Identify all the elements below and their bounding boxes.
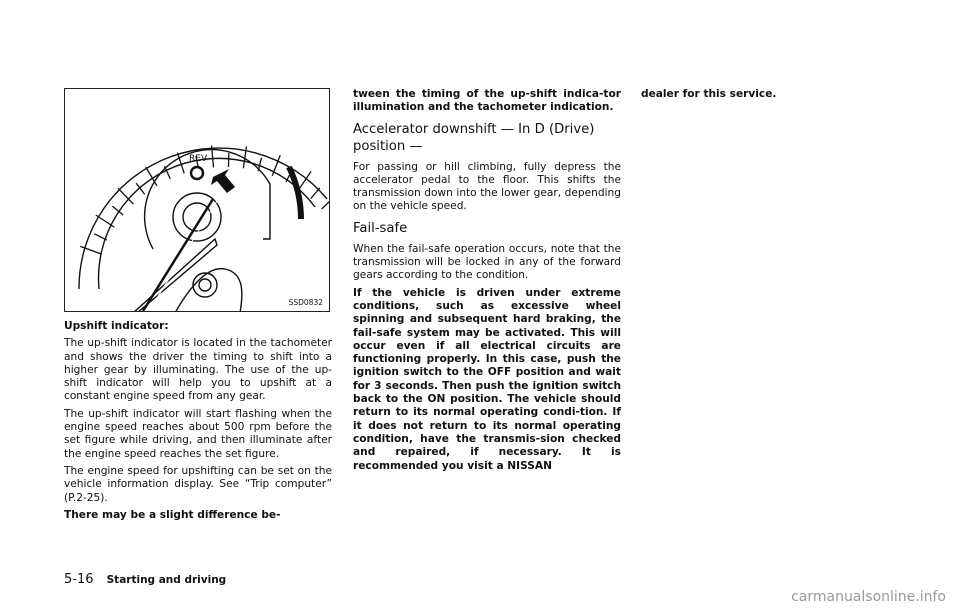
paragraph-bold: dealer for this service.	[641, 88, 777, 100]
upshift-heading: Upshift indicator:	[64, 320, 169, 332]
rev-label: REV	[189, 154, 208, 164]
paragraph: The up-shift indicator will start flashing when the engine speed reaches about 500 rpm before the set figure while driving, and then illuminate after the engine speed reaches the set figure.	[64, 407, 332, 460]
watermark: carmanualsonline.info	[791, 589, 946, 605]
tachometer-figure	[64, 88, 330, 312]
arrow-icon	[211, 169, 235, 193]
section-heading-fail-safe: Fail-safe	[353, 220, 408, 236]
section-name: Starting and driving	[106, 574, 227, 586]
figure-code: SSD0832	[288, 298, 323, 307]
upshift-lamp-icon	[191, 167, 203, 179]
paragraph: The up-shift indicator is located in the tachometer and shows the driver the timing to shift into a higher gear by illuminating. The use of the up-shift indicator will help you to upshift at a constant engine speed from any gear.	[64, 337, 332, 403]
column-2	[353, 88, 621, 477]
tick-mark	[96, 215, 114, 227]
tick-mark	[311, 188, 320, 199]
paragraph: When the fail-safe operation occurs, note that the transmission will be locked in any of the forward gears according to the condition.	[353, 242, 621, 282]
page-number: 5-16	[64, 572, 94, 587]
section-heading-downshift: Accelerator downshift — In D (Drive) position —	[353, 121, 595, 154]
paragraph-bold: tween the timing of the up-shift indica-tor illumination and the tachometer indication.	[353, 88, 621, 114]
paragraph-bold: There may be a slight difference be-	[64, 508, 281, 521]
tick-mark	[322, 194, 330, 209]
paragraph: The engine speed for upshifting can be set on the vehicle information display. See “Trip computer” (P.2-25).	[64, 464, 332, 504]
tick-mark	[94, 234, 107, 240]
page-footer	[64, 568, 226, 587]
paragraph: For passing or hill climbing, fully depress the accelerator pedal to the floor. This shifts the transmission down into the lower gear, depending on the vehicle speed.	[353, 160, 621, 213]
column-1	[64, 88, 332, 526]
column-3	[641, 88, 909, 105]
paragraph-bold: If the vehicle is driven under extreme conditions, such as excessive wheel spinning and subsequent hard braking, the fail-safe system may be activated. This will occur even if all electrical circuits are functioning properly. In this case, push the ignition switch to the OFF position and wait for 3 seconds. Then push the ignition switch back to the ON position. The vehicle should return to its normal operating condi-tion. If it does not return to its normal operating condition, have the transmis-sion checked and repaired, if necessary. It is recommended you visit a NISSAN	[353, 286, 621, 472]
tachometer-illustration	[65, 89, 330, 312]
